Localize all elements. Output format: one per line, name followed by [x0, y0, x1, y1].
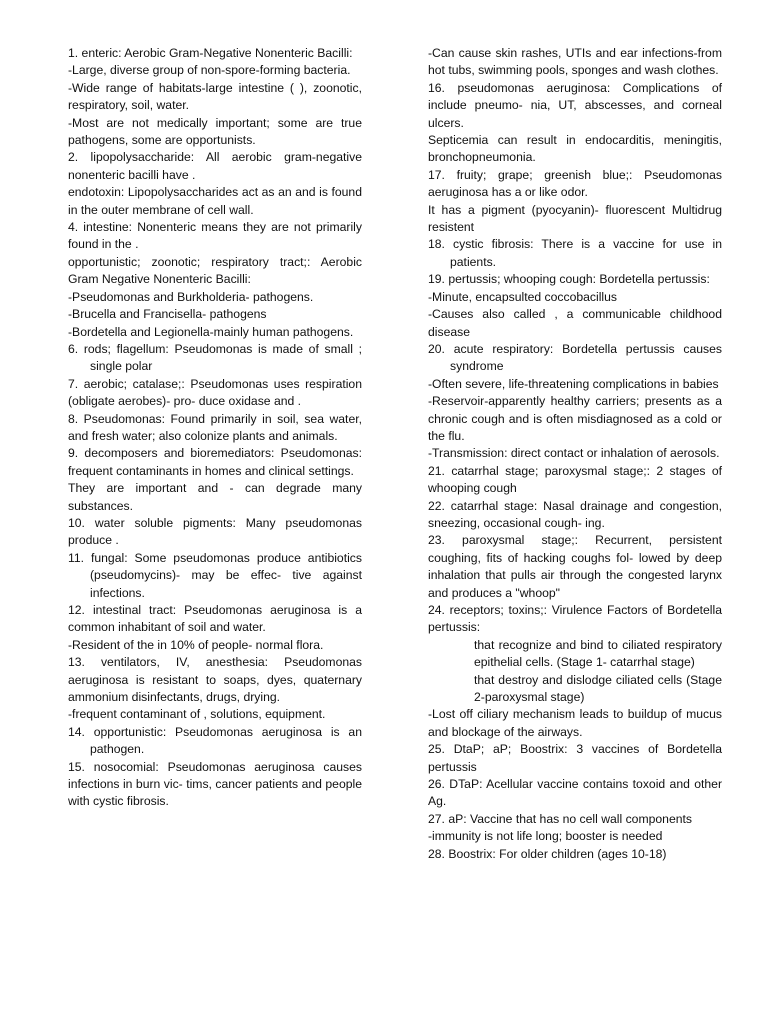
text-line: -Reservoir-apparently healthy carriers; presents as a chronic cough and is often misdiagnosed as a cold or the flu. — [428, 394, 722, 443]
text-line: 23. paroxysmal stage;: Recurrent, persistent coughing, fits of hacking coughs fol- lowed by deep inhalation that pulls air through the congested larynx and produces a "whoop" — [428, 533, 722, 600]
text-line: -Can cause skin rashes, UTIs and ear infections-from hot tubs, swimming pools, sponges and wash clothes. — [428, 46, 722, 78]
text-line: -Bordetella and Legionella-mainly human pathogens. — [68, 324, 354, 339]
text-line: opportunistic; zoonotic; respiratory tract;: Aerobic Gram Negative Nonenteric Bacilli: — [68, 254, 362, 287]
text-line: 9. decomposers and bioremediators: Pseudomonas: frequent contaminants in homes and clinical settings. — [68, 446, 362, 478]
text-line: Septicemia can result in endocarditis, meningitis, bronchopneumonia. — [428, 133, 722, 165]
text-line: -immunity is not life long; booster is needed — [428, 829, 663, 844]
text-line: 21. catarrhal stage; paroxysmal stage;: 2 stages of whooping cough — [428, 463, 722, 496]
text-line: 26. DTaP: Acellular vaccine contains toxoid and other Ag. — [428, 777, 722, 809]
text-line: -Brucella and Francisella- pathogens — [68, 307, 267, 322]
text-line: 7. aerobic; catalase;: Pseudomonas uses respiration (obligate aerobes)- pro- duce oxidase and . — [68, 376, 362, 409]
text-line: -Pseudomonas and Burkholderia- pathogens. — [68, 289, 314, 304]
text-line: that recognize and bind to ciliated respiratory epithelial cells. (Stage 1- catarrhal stage) — [474, 637, 722, 670]
text-line: 2. lipopolysaccharide: All aerobic gram-negative nonenteric bacilli have . — [68, 150, 362, 182]
text-line: endotoxin: Lipopolysaccharides act as an and is found in the outer membrane of cell wall. — [68, 185, 362, 217]
text-line: 18. cystic fibrosis: There is a vaccine for use in patients. — [428, 237, 722, 269]
text-line: 4. intestine: Nonenteric means they are not primarily found in the . — [68, 220, 362, 252]
text-line: 20. acute respiratory: Bordetella pertussis causes syndrome — [428, 341, 722, 374]
right-column — [428, 45, 722, 863]
text-line: -Wide range of habitats-large intestine ( ), zoonotic, respiratory, soil, water. — [68, 80, 362, 113]
text-line: 10. water soluble pigments: Many pseudomonas produce . — [68, 515, 362, 548]
text-line: They are important and - can degrade many substances. — [68, 481, 362, 513]
text-line: 8. Pseudomonas: Found primarily in soil, sea water, and fresh water; also colonize plants and animals. — [68, 411, 362, 443]
text-line: 14. opportunistic: Pseudomonas aeruginosa is an pathogen. — [68, 724, 362, 757]
text-line: -Resident of the in 10% of people- normal flora. — [68, 637, 324, 652]
text-line: -Most are not medically important; some are true pathogens, some are opportunists. — [68, 115, 362, 148]
text-line: -Often severe, life-threatening complications in babies — [428, 376, 719, 391]
text-line: 1. enteric: Aerobic Gram-Negative Nonenteric Bacilli: — [68, 46, 353, 60]
text-line: 6. rods; flagellum: Pseudomonas is made of small ; single polar — [68, 341, 362, 374]
text-line: -Large, diverse group of non-spore-forming bacteria. — [68, 63, 351, 78]
text-line: that destroy and dislodge ciliated cells (Stage 2-paroxysmal stage) — [474, 672, 722, 705]
text-line: 25. DtaP; aP; Boostrix: 3 vaccines of Bordetella pertussis — [428, 742, 722, 774]
text-line: 13. ventilators, IV, anesthesia: Pseudomonas aeruginosa is resistant to soaps, dyes, quaternary ammonium disinfectants, drugs, drying. — [68, 655, 362, 705]
text-line: It has a pigment (pyocyanin)- fluorescent Multidrug resistent — [428, 202, 722, 235]
text-line: 16. pseudomonas aeruginosa: Complications of include pneumo- nia, UT, abscesses, and corneal ulcers. — [428, 80, 722, 130]
text-line: -Minute, encapsulted coccobacillus — [428, 289, 618, 304]
text-line: 27. aP: Vaccine that has no cell wall components — [428, 811, 692, 826]
text-line: -Causes also called , a communicable childhood disease — [428, 307, 722, 339]
text-line: -frequent contaminant of , solutions, equipment. — [68, 707, 326, 722]
text-line: 15. nosocomial: Pseudomonas aeruginosa causes infections in burn vic- tims, cancer patients and people with cystic fibrosis. — [68, 759, 362, 809]
text-line: 24. receptors; toxins;: Virulence Factors of Bordetella pertussis: — [428, 603, 722, 635]
text-line: 28. Boostrix: For older children (ages 10-18) — [428, 846, 667, 861]
text-line: 19. pertussis; whooping cough: Bordetella pertussis: — [428, 272, 710, 287]
text-line: 12. intestinal tract: Pseudomonas aeruginosa is a common inhabitant of soil and water. — [68, 603, 362, 635]
text-line: -Lost off ciliary mechanism leads to buildup of mucus and blockage of the airways. — [428, 707, 722, 739]
text-line: 17. fruity; grape; greenish blue;: Pseudomonas aeruginosa has a or like odor. — [428, 167, 722, 200]
text-line: -Transmission: direct contact or inhalation of aerosols. — [428, 446, 720, 461]
text-line: 22. catarrhal stage: Nasal drainage and congestion, sneezing, occasional cough- ing. — [428, 498, 722, 530]
text-line: 11. fungal: Some pseudomonas produce antibiotics (pseudomycins)- may be effec- tive against infections. — [68, 550, 362, 600]
left-column — [68, 45, 362, 811]
